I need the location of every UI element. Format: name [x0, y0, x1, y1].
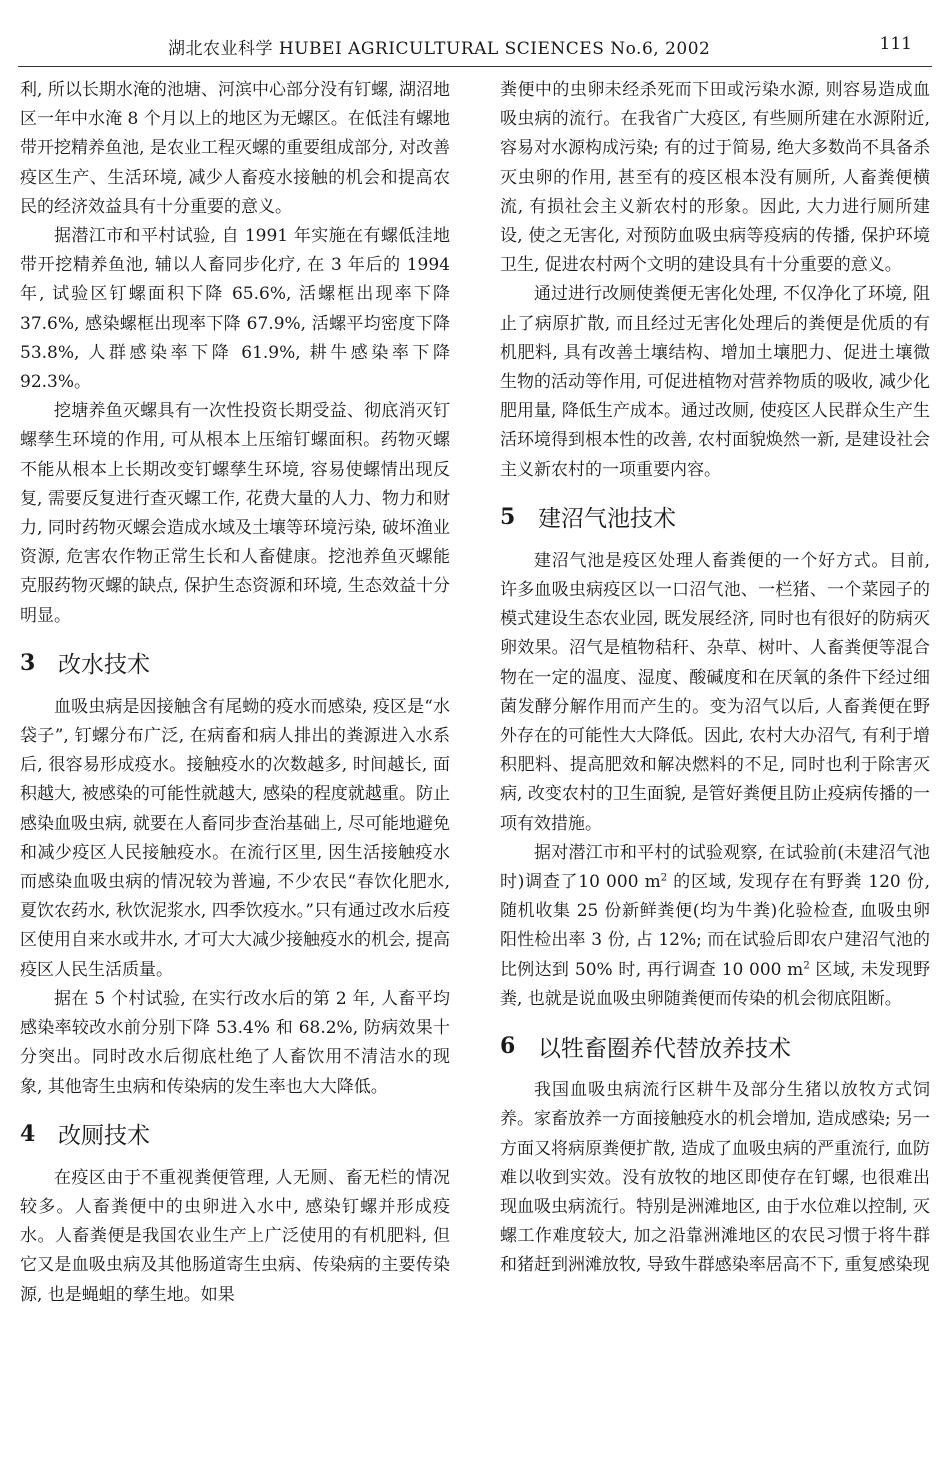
section-title: 建沼气池技术: [538, 506, 676, 533]
paragraph: 据在 5 个村试验, 在实行改水后的第 2 年, 人畜平均感染率较改水前分别下降 53.4% 和 68.2%, 防病效果十分突出。同时改水后彻底杜绝了人畜饮用不清洁水的现象, 其他寄生虫病和传染病的发生率也大大降低。: [20, 988, 450, 1097]
paragraph: 在疫区由于不重视粪便管理, 人无厕、畜无栏的情况较多。人畜粪便中的虫卵进入水中, 感染钉螺并形成疫水。人畜粪便是我国农业生产上广泛使用的有机肥料, 但它又是血吸虫病及其他肠道寄生虫病、传染病的主要传染源, 也是蝇蛆的孳生地。如果: [20, 1167, 450, 1305]
section-number: 5: [500, 503, 516, 530]
section-title: 改厕技术: [58, 1123, 150, 1150]
paragraph: 粪便中的虫卵未经杀死而下田或污染水源, 则容易造成血吸虫病的流行。在我省广大疫区, 有些厕所建在水源附近, 容易对水源构成污染; 有的过于简易, 绝大多数尚不具备杀灭虫卵的作用, 甚至有的疫区根本没有厕所, 人畜粪便横流, 有损社会主义新农村的形象。因此, 大力进行厕所建设, 使之无害化, 对预防血吸虫病等疫病的传播, 保护环境卫生, 促进农村两个文明的建设具有十分重要的意义。: [500, 80, 930, 276]
superscript: 2: [803, 960, 810, 972]
running-header: [18, 26, 932, 67]
section-number: 4: [20, 1120, 36, 1147]
text-run: 据对潜江市和平村的试验观察, 在试验前(未建沼气池时)调查了10 000 m: [500, 842, 930, 893]
section-number: 6: [500, 1033, 516, 1060]
page-number: 111: [879, 34, 912, 54]
section-title: 改水技术: [58, 652, 150, 679]
paragraph: 我国血吸虫病流行区耕牛及部分生猪以放牧方式饲养。家畜放养一方面接触疫水的机会增加, 造成感染; 另一方面又将病原粪便扩散, 造成了血吸虫病的严重流行, 血防难以收到实效。没有放牧的地区即使存在钉螺, 也很难出现血吸虫病流行。特别是洲滩地区, 由于水位难以控制, 灭螺工作难度较大, 加之沿靠洲滩地区的农民习惯于将牛群和猪赶到洲滩放牧, 导致牛群感染率居高不下, 重复感染现: [500, 1080, 930, 1276]
paragraph: 挖塘养鱼灭螺具有一次性投资长期受益、彻底消灭钉螺孳生环境的作用, 可从根本上压缩钉螺面积。药物灭螺不能从根本上长期改变钉螺孳生环境, 容易使螺情出现反复, 需要反复进行查灭螺工作, 花费大量的人力、物力和财力, 同时药物灭螺会造成水域及土壤等环境污染, 破坏渔业资源, 危害农作物正常生长和人畜健康。挖池养鱼灭螺能克服药物灭螺的缺点, 保护生态资源和环境, 生态效益十分明显。: [20, 401, 450, 626]
paragraph: 据潜江市和平村试验, 自 1991 年实施在有螺低洼地带开挖精养鱼池, 辅以人畜同步化疗, 在 3 年后的 1994 年, 试验区钉螺面积下降 65.6%, 活螺框出现率下降 37.6%, 感染螺框出现率下降 67.9%, 活螺平均密度下降 53.8%, 人群感染率下降 61.9%, 耕牛感染率下降 92.3%。: [20, 226, 450, 393]
section-heading-3: [20, 643, 450, 683]
section-number: 3: [20, 649, 36, 676]
paragraph: 利, 所以长期水淹的池塘、河滨中心部分没有钉螺, 湖沼地区一年中水淹 8 个月以上的地区为无螺区。在低洼有螺地带开挖精养鱼池, 是农业工程灭螺的重要组成部分, 对改善疫区生产、生活环境, 减少人畜疫水接触的机会和提高农民的经济效益具有十分重要的意义。: [20, 80, 450, 217]
left-column: [20, 76, 450, 1310]
paragraph: 通过进行改厕使粪便无害化处理, 不仅净化了环境, 阻止了病原扩散, 而且经过无害化处理后的粪便是优质的有机肥料, 具有改善土壤结构、增加土壤肥力、促进土壤微生物的活动等作用, 可促进植物对营养物质的吸收, 减少化肥用量, 降低生产成本。通过改厕, 使疫区人民群众生产生活环境得到根本性的改善, 农村面貌焕然一新, 是建设社会主义新农村的一项重要内容。: [500, 284, 930, 480]
section-heading-6: [500, 1026, 930, 1066]
journal-title: 湖北农业科学 HUBEI AGRICULTURAL SCIENCES No.6, 2002: [168, 39, 711, 59]
right-column: [500, 76, 930, 1281]
text-run: 的区域, 发现存在有野粪 120 份, 随机收集 25 份新鲜粪便(均为牛粪)化验检查, 血吸虫卵阳性检出率 3 份, 占 12%; 而在试验后即农户建沼气池的比例达到 50% 时, 再行调查 10 000 m: [500, 872, 930, 980]
paragraph: 建沼气池是疫区处理人畜粪便的一个好方式。目前, 许多血吸虫病疫区以一口沼气池、一栏猪、一个菜园子的模式建设生态农业园, 既发展经济, 同时也有很好的防病灭卵效果。沼气是植物秸秆、杂草、树叶、人畜粪便等混合物在一定的温度、湿度、酸碱度和在厌氧的条件下经过细菌发酵分解作用而产生的。变为沼气以后, 人畜粪便在野外存在的可能性大大降低。因此, 农村大办沼气, 有利于增积肥料、提高肥效和解决燃料的不足, 同时也利于除害灭病, 改变农村的卫生面貌, 是管好粪便且防止疫病传播的一项有效措施。: [500, 550, 930, 834]
superscript: 2: [660, 872, 668, 884]
paragraph: 血吸虫病是因接触含有尾蚴的疫水而感染, 疫区是“水袋子”, 钉螺分布广泛, 在病畜和病人排出的粪源进入水系后, 很容易形成疫水。接触疫水的次数越多, 时间越长, 面积越大, 被感染的可能性就越大, 感染的程度就越重。防止感染血吸虫病, 就要在人畜同步查治基础上, 尽可能地避免和减少疫区人民接触疫水。在流行区里, 因生活接触疫水而感染血吸虫病的情况较为普遍, 不少农民“春饮化肥水, 夏饮农药水, 秋饮泥浆水, 四季饮疫水。”只有通过改水后疫区使用自来水或井水, 才可大大减少接触疫水的机会, 提高疫区人民生活质量。: [20, 696, 450, 980]
paragraph: [500, 839, 930, 1014]
text-run: 区域, 未发现野粪, 也就是说血吸虫卵随粪便而传染的机会彻底阻断。: [500, 959, 930, 1009]
section-title: 以牲畜圈养代替放养技术: [538, 1035, 791, 1062]
section-heading-4: [20, 1114, 450, 1154]
section-heading-5: [500, 497, 930, 537]
